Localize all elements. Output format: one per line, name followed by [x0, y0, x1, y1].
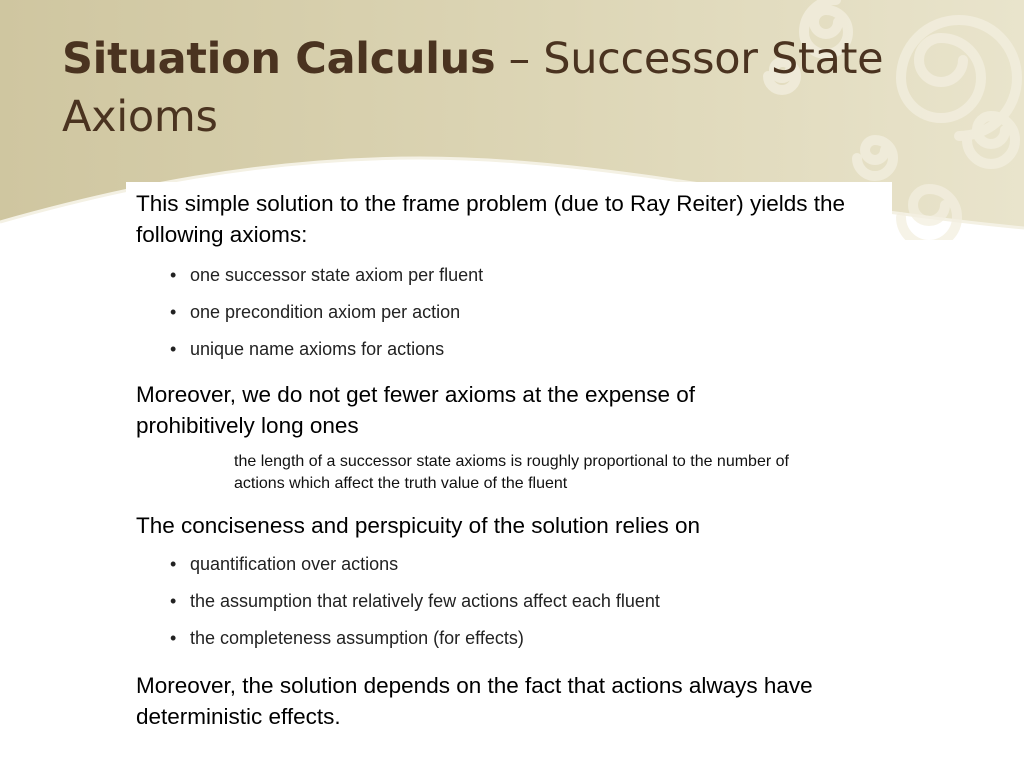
list-item: [166, 583, 660, 620]
content-box: [126, 182, 892, 742]
reliance-list: [166, 546, 660, 657]
axiom-list: [166, 257, 483, 368]
list-item-text: the assumption that relatively few actions affect each fluent: [190, 591, 660, 611]
list-item: [166, 257, 483, 294]
paragraph-conciseness: The conciseness and perspicuity of the solution relies on: [136, 513, 701, 538]
title-bold-part: Situation Calculus: [62, 34, 496, 84]
list-item: [166, 294, 483, 331]
list-item: [166, 331, 483, 368]
list-item: [166, 546, 660, 583]
list-item-text: the completeness assumption (for effects): [190, 628, 524, 648]
list-item-text: one precondition axiom per action: [190, 302, 461, 322]
paragraph-deterministic: Moreover, the solution depends on the fact that actions always have deterministic effects.: [136, 673, 813, 729]
list-item: [166, 620, 660, 657]
bullet-icon: •: [170, 265, 177, 285]
paragraph-frame-solution: This simple solution to the frame problem (due to Ray Reiter) yields the following axioms:: [136, 191, 846, 247]
list-item-text: one successor state axiom per fluent: [190, 265, 484, 285]
title-rest-part: – Successor State Axioms: [62, 34, 884, 142]
bullet-icon: •: [170, 591, 177, 611]
bullet-icon: •: [170, 628, 177, 648]
bullet-icon: •: [170, 339, 177, 359]
list-item-text: quantification over actions: [190, 554, 399, 574]
list-item-text: unique name axioms for actions: [190, 339, 445, 359]
paragraph-fewer-axioms: Moreover, we do not get fewer axioms at the expense of prohibitively long ones: [136, 382, 696, 438]
note-axiom-length: the length of a successor state axioms is roughly proportional to the number of actions which affect the truth value of the fluent: [234, 453, 789, 492]
bullet-icon: •: [170, 554, 177, 574]
bullet-icon: •: [170, 302, 177, 322]
slide-title: [62, 30, 922, 146]
